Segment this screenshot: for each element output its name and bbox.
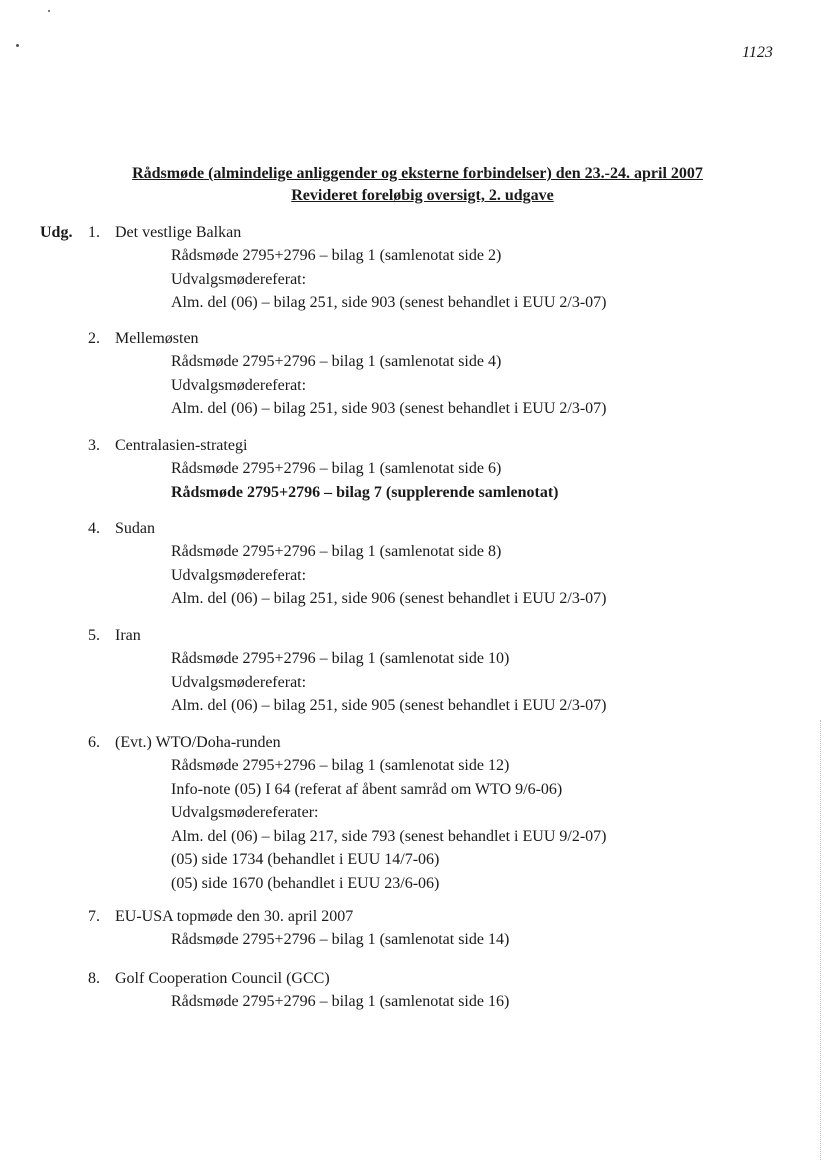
udg-label: Udg.	[40, 224, 73, 241]
item-heading: Mellemøsten	[115, 330, 199, 347]
item-line: Rådsmøde 2795+2796 – bilag 1 (samlenotat side 6)	[171, 460, 502, 477]
item-line: Alm. del (06) – bilag 251, side 903 (senest behandlet i EUU 2/3-07)	[171, 400, 607, 417]
item-number: 7.	[88, 908, 100, 925]
item-line: Alm. del (06) – bilag 251, side 906 (senest behandlet i EUU 2/3-07)	[171, 590, 607, 607]
item-line: Rådsmøde 2795+2796 – bilag 1 (samlenotat side 14)	[171, 931, 510, 948]
item-heading: Centralasien-strategi	[115, 437, 248, 454]
item-line: Udvalgsmødereferat:	[171, 270, 307, 288]
agenda-item-2	[88, 328, 788, 421]
agenda-item-4	[88, 518, 788, 611]
agenda-item-3	[88, 435, 788, 504]
agenda-item-6	[88, 732, 788, 895]
item-line: Rådsmøde 2795+2796 – bilag 1 (samlenotat side 8)	[171, 543, 502, 560]
item-line: Alm. del (06) – bilag 251, side 903 (senest behandlet i EUU 2/3-07)	[171, 294, 607, 311]
title-line-2: Revideret foreløbig oversigt, 2. udgave	[291, 187, 554, 204]
item-number: 4.	[88, 520, 100, 537]
scan-speck	[16, 44, 19, 47]
item-line: Udvalgsmødereferater:	[171, 804, 319, 821]
item-heading: EU-USA topmøde den 30. april 2007	[115, 908, 354, 925]
title-line-1: Rådsmøde (almindelige anliggender og eksterne forbindelser) den 23.-24. april 2007	[132, 165, 703, 182]
item-heading: (Evt.) WTO/Doha-runden	[115, 734, 281, 751]
item-heading: Golf Cooperation Council (GCC)	[115, 970, 330, 987]
item-number: 2.	[88, 330, 100, 347]
item-line: Alm. del (06) – bilag 251, side 905 (senest behandlet i EUU 2/3-07)	[171, 697, 607, 714]
document-title	[0, 163, 825, 207]
scan-edge	[819, 720, 821, 1160]
item-line: Alm. del (06) – bilag 217, side 793 (senest behandlet i EUU 9/2-07)	[171, 827, 607, 845]
scan-speck	[48, 10, 50, 12]
item-line: Rådsmøde 2795+2796 – bilag 1 (samlenotat side 2)	[171, 247, 502, 264]
item-number: 3.	[88, 437, 100, 454]
item-line: Rådsmøde 2795+2796 – bilag 1 (samlenotat side 4)	[171, 353, 502, 370]
item-heading: Iran	[115, 627, 141, 644]
item-line: Info-note (05) I 64 (referat af åbent samråd om WTO 9/6-06)	[171, 780, 563, 798]
item-line: Udvalgsmødereferat:	[171, 673, 307, 691]
item-line: Rådsmøde 2795+2796 – bilag 1 (samlenotat side 10)	[171, 650, 510, 667]
item-line: Udvalgsmødereferat:	[171, 566, 307, 584]
item-line: Rådsmøde 2795+2796 – bilag 1 (samlenotat side 12)	[171, 757, 510, 774]
item-line: Rådsmøde 2795+2796 – bilag 1 (samlenotat side 16)	[171, 993, 510, 1010]
item-line-highlight: Rådsmøde 2795+2796 – bilag 7 (supplerende samlenotat)	[171, 483, 559, 501]
item-line: (05) side 1734 (behandlet i EUU 14/7-06)	[171, 851, 440, 868]
item-line: (05) side 1670 (behandlet i EUU 23/6-06)	[171, 874, 440, 892]
item-number: 1.	[88, 224, 100, 241]
item-number: 5.	[88, 627, 100, 644]
item-heading: Sudan	[115, 520, 155, 537]
agenda-item-1	[88, 222, 788, 315]
item-heading: Det vestlige Balkan	[115, 224, 242, 241]
agenda-item-5	[88, 625, 788, 718]
agenda-item-7	[88, 906, 788, 952]
item-number: 8.	[88, 970, 100, 987]
page-number: 1123	[742, 44, 773, 61]
item-number: 6.	[88, 734, 100, 751]
agenda-item-8	[88, 968, 788, 1014]
item-line: Udvalgsmødereferat:	[171, 376, 307, 394]
